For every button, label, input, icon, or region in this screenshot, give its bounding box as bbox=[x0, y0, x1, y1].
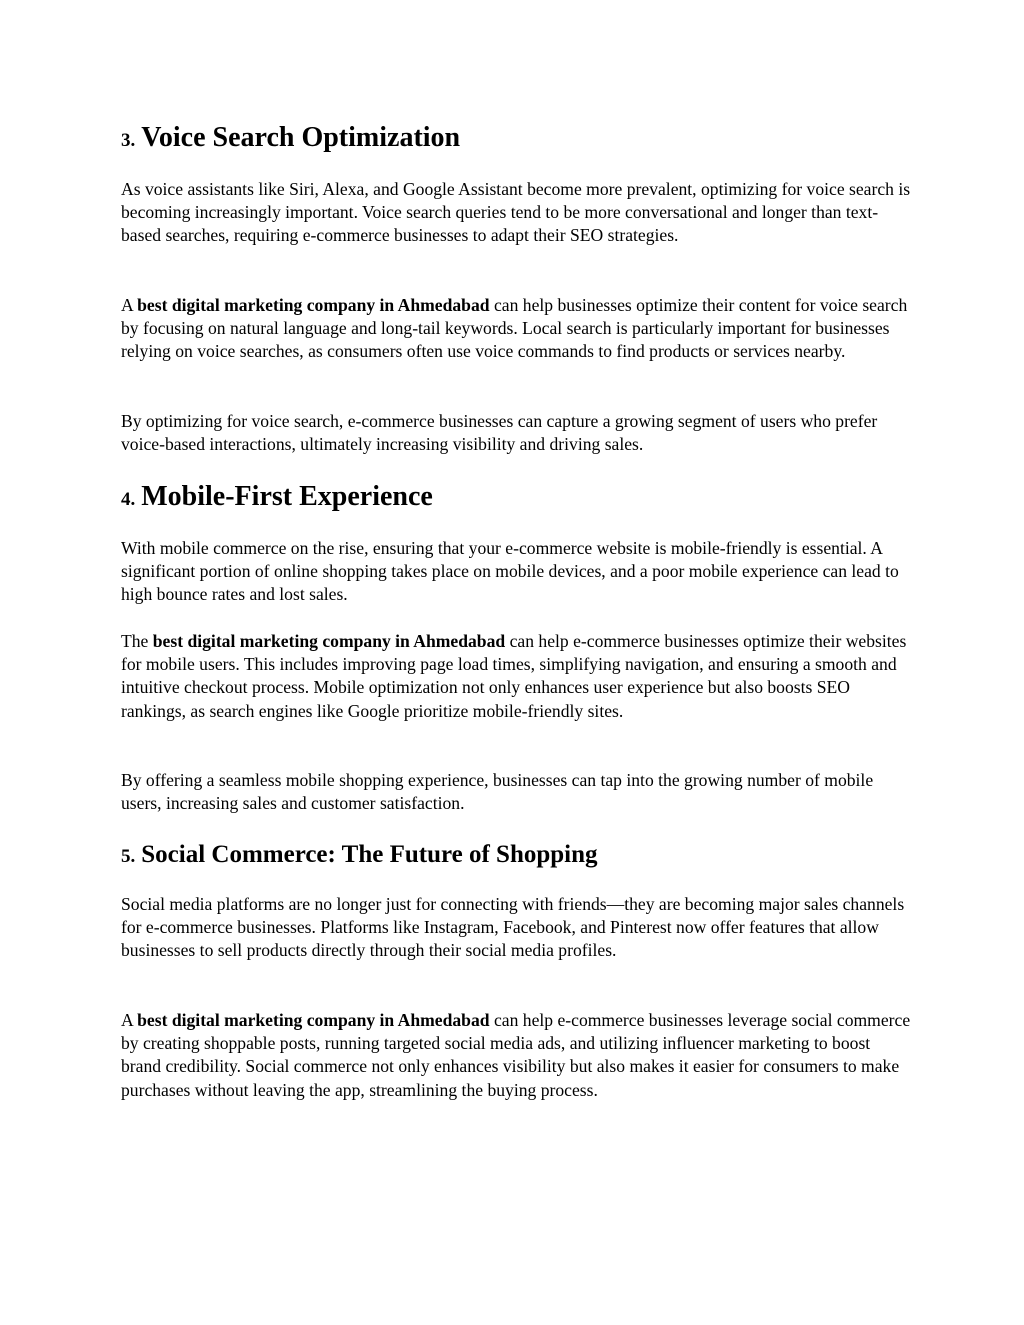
section-heading-mobile-first bbox=[121, 483, 911, 511]
paragraph-text: The bbox=[121, 631, 153, 651]
paragraph: By optimizing for voice search, e-commerce businesses can capture a growing segment of users who prefer voice-based interactions, ultimately increasing visibility and driving sales. bbox=[121, 411, 878, 455]
highlighted-keyword: best digital marketing company in Ahmedabad bbox=[137, 1010, 490, 1030]
section-heading-social-commerce bbox=[121, 842, 911, 867]
paragraph bbox=[121, 630, 911, 723]
paragraph: With mobile commerce on the rise, ensuring that your e-commerce website is mobile-friendly is essential. A significant portion of online shopping takes place on mobile devices, and a poor mobile experience can lead to high bounce rates and lost sales. bbox=[121, 538, 899, 605]
paragraph-text: can help e-commerce businesses leverage social commerce by creating shoppable posts, running targeted social media ads, and utilizing influencer marketing to boost brand credibility. Social commerce not only enhances visibility but also makes it easier for consumers to make purchases without leaving the app, streamlining the buying process. bbox=[121, 1010, 911, 1100]
paragraph: Social media platforms are no longer just for connecting with friends—they are becoming major sales channels for e-commerce businesses. Platforms like Instagram, Facebook, and Pinterest now offer features that allow businesses to sell products directly through their social media profiles. bbox=[121, 894, 905, 961]
paragraph-text: A bbox=[121, 1010, 138, 1030]
section-heading-voice-search bbox=[121, 124, 911, 152]
section-number: 5. bbox=[121, 846, 136, 867]
paragraph-text: can help e-commerce businesses optimize their websites for mobile users. This includes improving page load times, simplifying navigation, and ensuring a smooth and intuitive checkout process. Mobile optimization not only enhances user experience but also boosts SEO rankings, as search engines like Google prioritize mobile-friendly sites. bbox=[121, 631, 907, 721]
paragraph-text: can help businesses optimize their content for voice search by focusing on natural language and long-tail keywords. Local search is particularly important for businesses relying on voice searches, as consumers often use voice commands to find products or services nearby. bbox=[121, 295, 908, 362]
paragraph bbox=[121, 294, 911, 364]
highlighted-keyword: best digital marketing company in Ahmedabad bbox=[152, 631, 506, 651]
section-title: Voice Search Optimization bbox=[141, 122, 461, 153]
section-number: 3. bbox=[121, 130, 136, 151]
paragraph bbox=[121, 1009, 911, 1102]
section-title: Mobile-First Experience bbox=[141, 481, 433, 512]
paragraph: By offering a seamless mobile shopping experience, businesses can tap into the growing number of mobile users, increasing sales and customer satisfaction. bbox=[121, 770, 874, 814]
section-number: 4. bbox=[121, 489, 136, 510]
highlighted-keyword: best digital marketing company in Ahmedabad bbox=[137, 295, 490, 315]
paragraph-text: A bbox=[121, 295, 138, 315]
paragraph: As voice assistants like Siri, Alexa, and Google Assistant become more prevalent, optimizing for voice search is becoming increasingly important. Voice search queries tend to be more conversational and longer than text-based searches, requiring e-commerce businesses to adapt their SEO strategies. bbox=[121, 179, 911, 246]
section-title: Social Commerce: The Future of Shopping bbox=[141, 841, 598, 868]
